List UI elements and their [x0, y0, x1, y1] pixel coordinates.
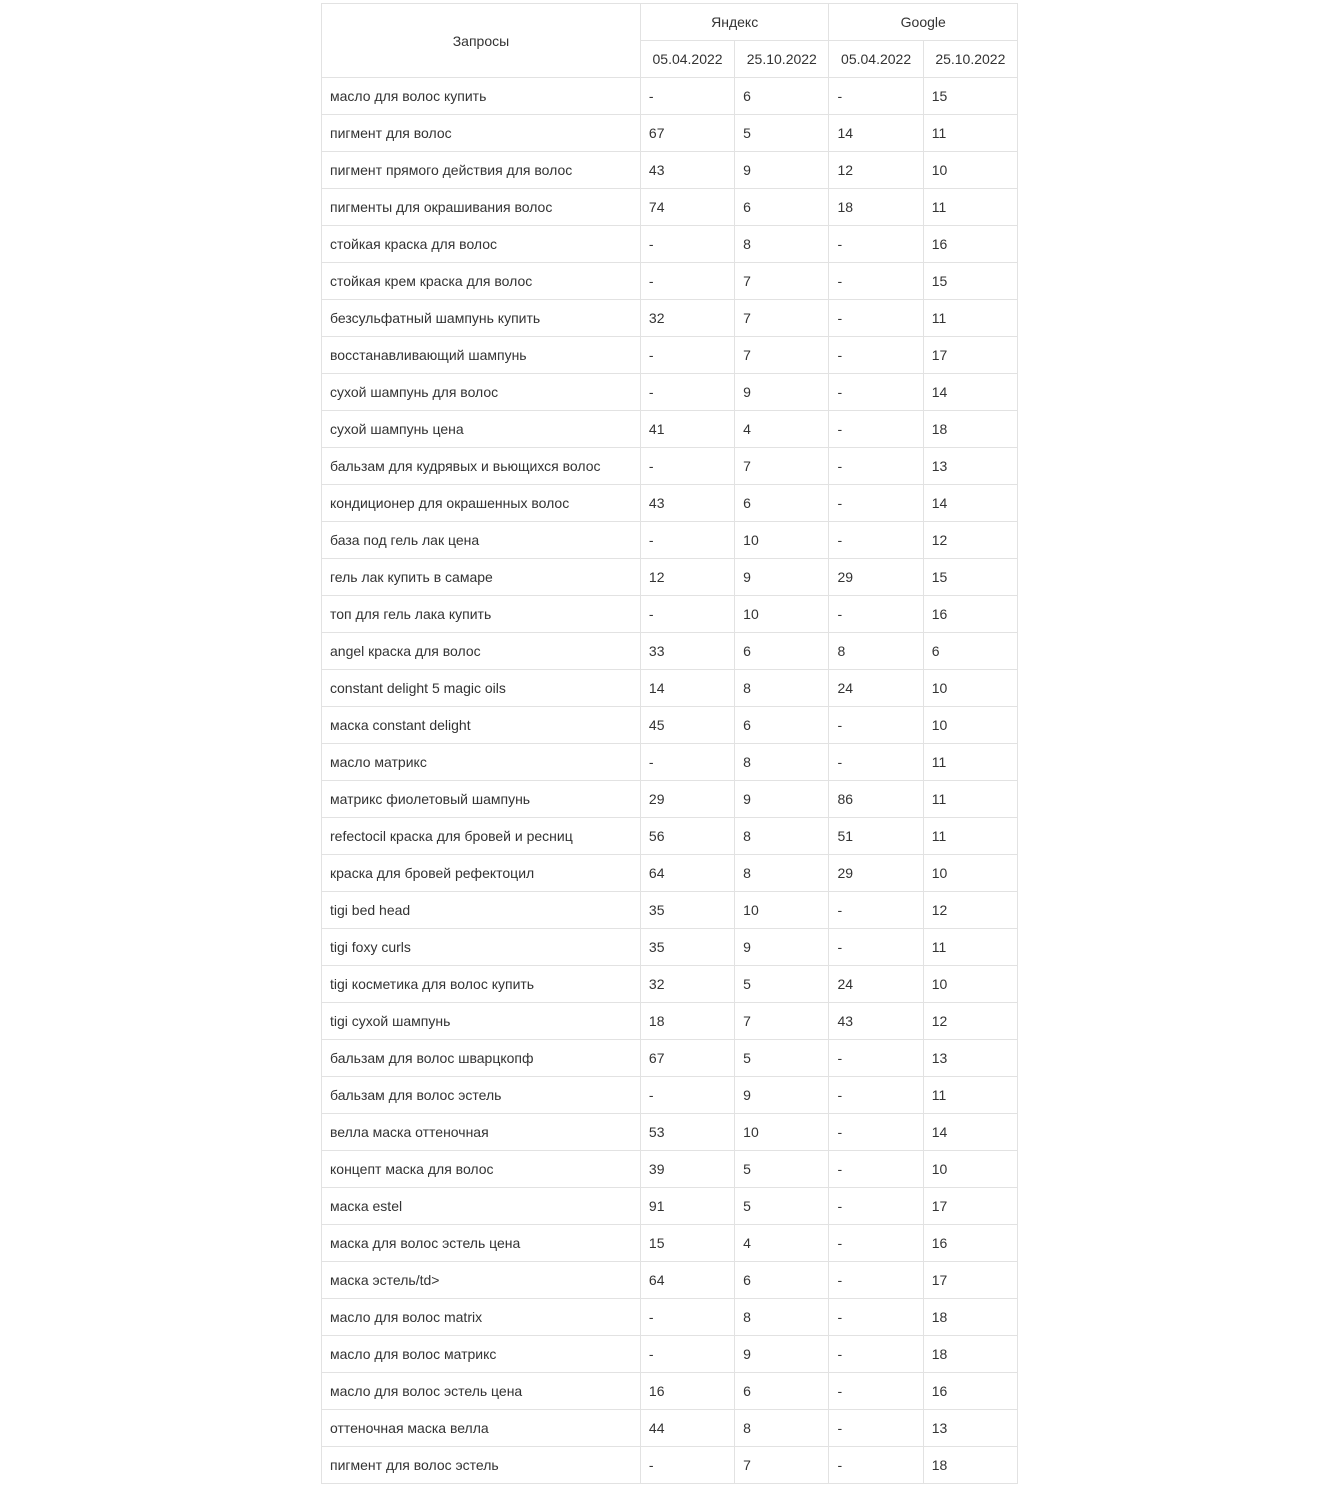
yandex-oct-cell: 9	[735, 929, 829, 966]
table-row	[322, 189, 1018, 226]
query-cell: пигмент для волос эстель	[322, 1447, 641, 1484]
google-apr-cell: -	[829, 1447, 923, 1484]
google-oct-cell: 11	[923, 744, 1017, 781]
yandex-apr-cell: -	[640, 1299, 734, 1336]
google-oct-cell: 18	[923, 1447, 1017, 1484]
google-oct-cell: 11	[923, 300, 1017, 337]
google-apr-cell: -	[829, 1040, 923, 1077]
yandex-oct-cell: 9	[735, 781, 829, 818]
google-apr-cell: 12	[829, 152, 923, 189]
table-row	[322, 1040, 1018, 1077]
table-row	[322, 448, 1018, 485]
table-row	[322, 78, 1018, 115]
google-apr-cell: 18	[829, 189, 923, 226]
google-apr-cell: 29	[829, 855, 923, 892]
yandex-oct-cell: 5	[735, 1040, 829, 1077]
google-oct-cell: 14	[923, 1114, 1017, 1151]
query-cell: топ для гель лака купить	[322, 596, 641, 633]
google-oct-cell: 10	[923, 966, 1017, 1003]
query-cell: краска для бровей рефектоцил	[322, 855, 641, 892]
google-apr-cell: -	[829, 226, 923, 263]
yandex-apr-cell: 44	[640, 1410, 734, 1447]
yandex-apr-cell: 32	[640, 966, 734, 1003]
query-cell: сухой шампунь для волос	[322, 374, 641, 411]
yandex-apr-cell: -	[640, 263, 734, 300]
table-row	[322, 226, 1018, 263]
google-oct-cell: 10	[923, 670, 1017, 707]
yandex-oct-cell: 4	[735, 411, 829, 448]
yandex-apr-cell: 64	[640, 855, 734, 892]
google-apr-cell: -	[829, 1410, 923, 1447]
google-oct-cell: 13	[923, 448, 1017, 485]
query-cell: constant delight 5 magic oils	[322, 670, 641, 707]
yandex-oct-cell: 7	[735, 337, 829, 374]
yandex-oct-cell: 5	[735, 115, 829, 152]
google-oct-cell: 11	[923, 929, 1017, 966]
yandex-apr-cell: -	[640, 226, 734, 263]
google-oct-cell: 11	[923, 115, 1017, 152]
yandex-apr-cell: -	[640, 78, 734, 115]
google-oct-cell: 15	[923, 263, 1017, 300]
google-oct-cell: 18	[923, 411, 1017, 448]
header-google-date-2: 25.10.2022	[923, 41, 1017, 78]
google-apr-cell: -	[829, 1077, 923, 1114]
google-apr-cell: -	[829, 485, 923, 522]
yandex-oct-cell: 10	[735, 522, 829, 559]
yandex-apr-cell: 35	[640, 929, 734, 966]
google-apr-cell: -	[829, 1151, 923, 1188]
yandex-apr-cell: -	[640, 374, 734, 411]
google-apr-cell: 51	[829, 818, 923, 855]
query-cell: велла маска оттеночная	[322, 1114, 641, 1151]
table-row	[322, 744, 1018, 781]
yandex-apr-cell: 67	[640, 1040, 734, 1077]
yandex-oct-cell: 9	[735, 152, 829, 189]
rankings-table	[321, 3, 1018, 1484]
query-cell: масло матрикс	[322, 744, 641, 781]
yandex-oct-cell: 9	[735, 374, 829, 411]
table-row	[322, 1262, 1018, 1299]
google-apr-cell: -	[829, 337, 923, 374]
google-apr-cell: -	[829, 1373, 923, 1410]
query-cell: tigi bed head	[322, 892, 641, 929]
query-cell: маска для волос эстель цена	[322, 1225, 641, 1262]
query-cell: стойкая крем краска для волос	[322, 263, 641, 300]
google-apr-cell: -	[829, 1188, 923, 1225]
google-apr-cell: 43	[829, 1003, 923, 1040]
table-row	[322, 1077, 1018, 1114]
query-cell: масло для волос matrix	[322, 1299, 641, 1336]
table-row	[322, 522, 1018, 559]
yandex-apr-cell: 67	[640, 115, 734, 152]
header-yandex-date-2: 25.10.2022	[735, 41, 829, 78]
yandex-oct-cell: 8	[735, 1299, 829, 1336]
yandex-oct-cell: 8	[735, 818, 829, 855]
table-row	[322, 300, 1018, 337]
yandex-apr-cell: 29	[640, 781, 734, 818]
table-row	[322, 1336, 1018, 1373]
query-cell: tigi косметика для волос купить	[322, 966, 641, 1003]
yandex-apr-cell: 53	[640, 1114, 734, 1151]
table-row	[322, 1410, 1018, 1447]
google-oct-cell: 10	[923, 152, 1017, 189]
yandex-apr-cell: 14	[640, 670, 734, 707]
yandex-oct-cell: 7	[735, 263, 829, 300]
google-apr-cell: 14	[829, 115, 923, 152]
google-oct-cell: 17	[923, 337, 1017, 374]
yandex-oct-cell: 9	[735, 1336, 829, 1373]
rankings-table-container	[321, 3, 1018, 1484]
query-cell: матрикс фиолетовый шампунь	[322, 781, 641, 818]
yandex-oct-cell: 8	[735, 670, 829, 707]
google-oct-cell: 17	[923, 1188, 1017, 1225]
table-row	[322, 966, 1018, 1003]
query-cell: бальзам для кудрявых и вьющихся волос	[322, 448, 641, 485]
query-cell: tigi сухой шампунь	[322, 1003, 641, 1040]
yandex-apr-cell: 15	[640, 1225, 734, 1262]
yandex-apr-cell: 35	[640, 892, 734, 929]
query-cell: пигмент прямого действия для волос	[322, 152, 641, 189]
yandex-oct-cell: 8	[735, 855, 829, 892]
table-row	[322, 707, 1018, 744]
query-cell: масло для волос матрикс	[322, 1336, 641, 1373]
yandex-apr-cell: -	[640, 337, 734, 374]
google-apr-cell: -	[829, 707, 923, 744]
table-row	[322, 596, 1018, 633]
google-oct-cell: 11	[923, 189, 1017, 226]
header-queries: Запросы	[322, 4, 641, 78]
query-cell: восстанавливающий шампунь	[322, 337, 641, 374]
yandex-apr-cell: -	[640, 596, 734, 633]
yandex-apr-cell: 45	[640, 707, 734, 744]
yandex-oct-cell: 7	[735, 1447, 829, 1484]
google-oct-cell: 12	[923, 892, 1017, 929]
yandex-oct-cell: 6	[735, 189, 829, 226]
google-apr-cell: -	[829, 744, 923, 781]
table-row	[322, 559, 1018, 596]
google-oct-cell: 6	[923, 633, 1017, 670]
google-oct-cell: 13	[923, 1040, 1017, 1077]
yandex-oct-cell: 6	[735, 633, 829, 670]
table-row	[322, 115, 1018, 152]
google-apr-cell: -	[829, 1262, 923, 1299]
yandex-apr-cell: 12	[640, 559, 734, 596]
yandex-oct-cell: 7	[735, 300, 829, 337]
query-cell: база под гель лак цена	[322, 522, 641, 559]
query-cell: сухой шампунь цена	[322, 411, 641, 448]
google-oct-cell: 10	[923, 855, 1017, 892]
query-cell: стойкая краска для волос	[322, 226, 641, 263]
google-oct-cell: 16	[923, 1373, 1017, 1410]
google-oct-cell: 15	[923, 78, 1017, 115]
yandex-apr-cell: 56	[640, 818, 734, 855]
yandex-oct-cell: 8	[735, 226, 829, 263]
yandex-oct-cell: 6	[735, 485, 829, 522]
yandex-oct-cell: 10	[735, 892, 829, 929]
google-apr-cell: -	[829, 1336, 923, 1373]
google-oct-cell: 18	[923, 1336, 1017, 1373]
yandex-oct-cell: 6	[735, 78, 829, 115]
yandex-apr-cell: -	[640, 1336, 734, 1373]
table-row	[322, 670, 1018, 707]
table-row	[322, 855, 1018, 892]
query-cell: масло для волос купить	[322, 78, 641, 115]
header-yandex-date-1: 05.04.2022	[640, 41, 734, 78]
google-oct-cell: 10	[923, 1151, 1017, 1188]
query-cell: безсульфатный шампунь купить	[322, 300, 641, 337]
table-row	[322, 633, 1018, 670]
query-cell: оттеночная маска велла	[322, 1410, 641, 1447]
yandex-oct-cell: 6	[735, 707, 829, 744]
table-row	[322, 152, 1018, 189]
header-google: Google	[829, 4, 1018, 41]
query-cell: refectocil краска для бровей и ресниц	[322, 818, 641, 855]
header-google-date-1: 05.04.2022	[829, 41, 923, 78]
table-row	[322, 892, 1018, 929]
table-row	[322, 374, 1018, 411]
google-oct-cell: 11	[923, 818, 1017, 855]
query-cell: масло для волос эстель цена	[322, 1373, 641, 1410]
table-header	[322, 4, 1018, 78]
yandex-oct-cell: 10	[735, 1114, 829, 1151]
yandex-apr-cell: -	[640, 448, 734, 485]
google-oct-cell: 13	[923, 1410, 1017, 1447]
google-apr-cell: 8	[829, 633, 923, 670]
yandex-apr-cell: -	[640, 1077, 734, 1114]
table-row	[322, 818, 1018, 855]
google-oct-cell: 18	[923, 1299, 1017, 1336]
yandex-oct-cell: 5	[735, 1151, 829, 1188]
google-apr-cell: 86	[829, 781, 923, 818]
table-row	[322, 1114, 1018, 1151]
yandex-apr-cell: 43	[640, 485, 734, 522]
table-body	[322, 78, 1018, 1484]
query-cell: бальзам для волос шварцкопф	[322, 1040, 641, 1077]
yandex-oct-cell: 6	[735, 1373, 829, 1410]
yandex-apr-cell: 18	[640, 1003, 734, 1040]
table-row	[322, 929, 1018, 966]
table-row	[322, 1225, 1018, 1262]
query-cell: angel краска для волос	[322, 633, 641, 670]
yandex-apr-cell: 43	[640, 152, 734, 189]
google-apr-cell: -	[829, 78, 923, 115]
yandex-apr-cell: 74	[640, 189, 734, 226]
yandex-apr-cell: -	[640, 744, 734, 781]
yandex-apr-cell: 16	[640, 1373, 734, 1410]
google-apr-cell: -	[829, 263, 923, 300]
google-apr-cell: 24	[829, 670, 923, 707]
table-row	[322, 1447, 1018, 1484]
google-oct-cell: 12	[923, 522, 1017, 559]
table-row	[322, 1151, 1018, 1188]
google-apr-cell: -	[829, 929, 923, 966]
query-cell: tigi foxy curls	[322, 929, 641, 966]
table-row	[322, 1299, 1018, 1336]
query-cell: маска estel	[322, 1188, 641, 1225]
query-cell: пигмент для волос	[322, 115, 641, 152]
table-row	[322, 263, 1018, 300]
table-row	[322, 781, 1018, 818]
query-cell: гель лак купить в самаре	[322, 559, 641, 596]
google-apr-cell: -	[829, 374, 923, 411]
query-cell: маска constant delight	[322, 707, 641, 744]
table-row	[322, 337, 1018, 374]
yandex-apr-cell: -	[640, 1447, 734, 1484]
google-apr-cell: -	[829, 1299, 923, 1336]
google-apr-cell: -	[829, 448, 923, 485]
query-cell: маска эстель/td>	[322, 1262, 641, 1299]
table-row	[322, 1003, 1018, 1040]
table-row	[322, 411, 1018, 448]
yandex-apr-cell: 91	[640, 1188, 734, 1225]
google-oct-cell: 10	[923, 707, 1017, 744]
yandex-apr-cell: -	[640, 522, 734, 559]
google-apr-cell: -	[829, 411, 923, 448]
google-apr-cell: -	[829, 1114, 923, 1151]
yandex-oct-cell: 4	[735, 1225, 829, 1262]
google-oct-cell: 16	[923, 1225, 1017, 1262]
google-apr-cell: -	[829, 522, 923, 559]
google-apr-cell: -	[829, 596, 923, 633]
yandex-apr-cell: 64	[640, 1262, 734, 1299]
yandex-oct-cell: 6	[735, 1262, 829, 1299]
google-apr-cell: -	[829, 300, 923, 337]
google-oct-cell: 15	[923, 559, 1017, 596]
query-cell: бальзам для волос эстель	[322, 1077, 641, 1114]
yandex-oct-cell: 8	[735, 1410, 829, 1447]
table-row	[322, 485, 1018, 522]
query-cell: концепт маска для волос	[322, 1151, 641, 1188]
yandex-oct-cell: 9	[735, 559, 829, 596]
google-apr-cell: -	[829, 1225, 923, 1262]
table-row	[322, 1373, 1018, 1410]
google-oct-cell: 16	[923, 596, 1017, 633]
google-apr-cell: 29	[829, 559, 923, 596]
query-cell: кондиционер для окрашенных волос	[322, 485, 641, 522]
google-oct-cell: 11	[923, 1077, 1017, 1114]
query-cell: пигменты для окрашивания волос	[322, 189, 641, 226]
header-yandex: Яндекс	[640, 4, 829, 41]
google-oct-cell: 14	[923, 374, 1017, 411]
yandex-oct-cell: 8	[735, 744, 829, 781]
yandex-oct-cell: 5	[735, 966, 829, 1003]
yandex-apr-cell: 41	[640, 411, 734, 448]
yandex-oct-cell: 7	[735, 1003, 829, 1040]
yandex-oct-cell: 7	[735, 448, 829, 485]
yandex-oct-cell: 9	[735, 1077, 829, 1114]
yandex-apr-cell: 39	[640, 1151, 734, 1188]
google-oct-cell: 17	[923, 1262, 1017, 1299]
google-oct-cell: 12	[923, 1003, 1017, 1040]
yandex-apr-cell: 33	[640, 633, 734, 670]
table-row	[322, 1188, 1018, 1225]
yandex-apr-cell: 32	[640, 300, 734, 337]
yandex-oct-cell: 10	[735, 596, 829, 633]
google-oct-cell: 11	[923, 781, 1017, 818]
google-oct-cell: 16	[923, 226, 1017, 263]
yandex-oct-cell: 5	[735, 1188, 829, 1225]
google-oct-cell: 14	[923, 485, 1017, 522]
google-apr-cell: 24	[829, 966, 923, 1003]
google-apr-cell: -	[829, 892, 923, 929]
